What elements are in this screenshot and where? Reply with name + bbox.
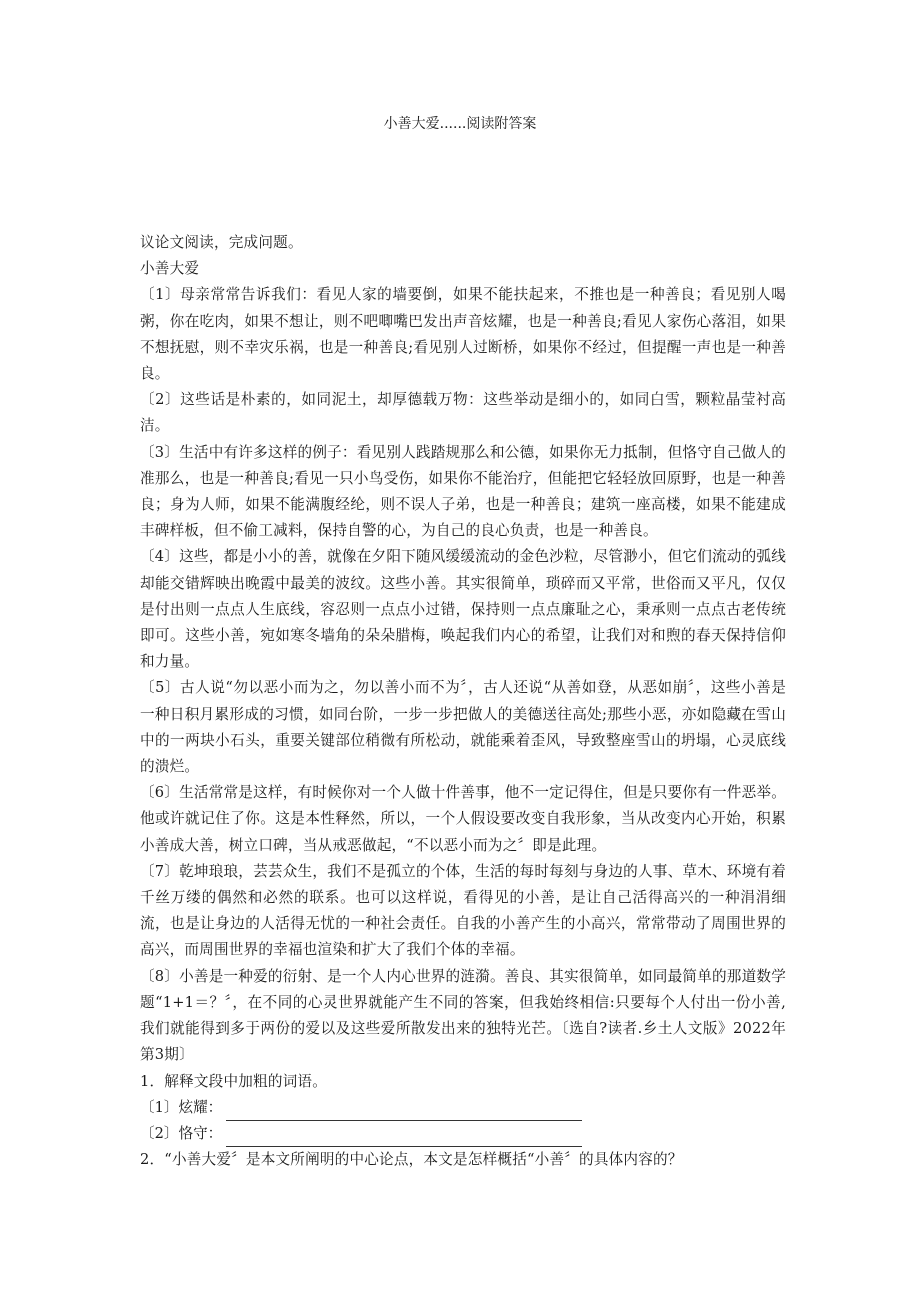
question-1: 1．解释文段中加粗的词语。 — [140, 1072, 328, 1090]
intro-line: 议论文阅读，完成问题。 — [140, 234, 303, 251]
question-1-item-1-label: 〔1〕炫耀： — [140, 1098, 223, 1116]
article-title: 小善大爱 — [140, 260, 200, 278]
answer-blank-2[interactable] — [226, 1128, 582, 1147]
paragraph-5: 〔5〕古人说“勿以恶小而为之，勿以善小而不为〞，古人还说“从善如登，从恶如崩〞，这些小善是一种日积月累形成的习惯，如同台阶，一步一步把做人的美德送往高处;那些小恶，亦如隐藏在雪山中的一两块小石头，重要关键部位稍微有所松动，就能乘着歪风，导致整座雪山的坍塌，心灵底线的溃烂。 — [140, 679, 786, 776]
answer-blank-1[interactable] — [226, 1102, 582, 1121]
paragraph-3: 〔3〕生活中有许多这样的例子：看见别人践踏规那么和公德，如果你无力抵制，但恪守自己做人的准那么，也是一种善良;看见一只小鸟受伤，如果你不能治疗，但能把它轻轻放回原野，也是一种善良；身为人师，如果不能满腹经纶，则不误人子弟，也是一种善良；建筑一座高楼，如果不能建成丰碑样板，但不偷工减料，保持自警的心，为自己的良心负责，也是一种善良。 — [140, 443, 786, 540]
question-1-item-2-label: 〔2〕恪守： — [140, 1124, 223, 1142]
question-2: 2．“小善大爱〞是本文所阐明的中心论点，本文是怎样概括“小善〞的具体内容的？ — [140, 1151, 683, 1169]
question-1-item-2 — [140, 1121, 786, 1147]
paragraph-8: 〔8〕小善是一种爱的衍射、是一个人内心世界的涟漪。善良、其实很简单，如同最简单的那道数学题“1+1＝？〞，在不同的心灵世界就能产生不同的答案，但我始终相信:只要每个人付出一份小善,我们就能得到多于两份的爱以及这些爱所散发出来的独特光芒。〔选自?读者.乡土人文版》2022年第3期〕 — [140, 967, 786, 1064]
paragraph-2: 〔2〕这些话是朴素的，如同泥土，却厚德载万物：这些举动是细小的，如同白雪，颗粒晶莹衬高洁。 — [140, 391, 786, 435]
paragraph-1: 〔1〕母亲常常告诉我们：看见人家的墙要倒，如果不能扶起来，不推也是一种善良；看见别人喝粥，你在吃肉，如果不想让，则不吧唧嘴巴发出声音炫耀，也是一种善良;看见人家伤心落泪，如果不想抚慰，则不幸灾乐祸，也是一种善良;看见别人过断桥，如果你不经过，但提醒一声也是一种善良。 — [140, 286, 786, 383]
document-body — [140, 230, 786, 1173]
paragraph-4: 〔4〕这些，都是小小的善，就像在夕阳下随风缓缓流动的金色沙粒，尽管渺小，但它们流动的弧线却能交错辉映出晚霞中最美的波纹。这些小善。其实很简单，琐碎而又平常，世俗而又平凡，仅仅是付出则一点点人生底线，容忍则一点点小过错，保持则一点点廉耻之心，秉承则一点点古老传统即可。这些小善，宛如寒冬墙角的朵朵腊梅，唤起我们内心的希望，让我们对和煦的春天保持信仰和力量。 — [140, 548, 786, 671]
paragraph-6: 〔6〕生活常常是这样，有时候你对一个人做十件善事，他不一定记得住，但是只要你有一件恶举。他或许就记住了你。这是本性释然，所以，一个人假设要改变自我形象，当从改变内心开始，积累小善成大善，树立口碑，当从戒恶做起，“不以恶小而为之〞即是此理。 — [140, 784, 786, 854]
paragraph-7: 〔7〕乾坤琅琅，芸芸众生，我们不是孤立的个体，生活的每时每刻与身边的人事、草木、环境有着千丝万缕的偶然和必然的联系。也可以这样说，看得见的小善，是让自己活得高兴的一种涓涓细流，也是让身边的人活得无忧的一种社会责任。自我的小善产生的小高兴，常常带动了周围世界的高兴，而周围世界的幸福也渲染和扩大了我们个体的幸福。 — [140, 862, 786, 959]
document-title: 小善大爱......阅读附答案 — [383, 116, 537, 132]
question-1-item-1 — [140, 1095, 786, 1121]
